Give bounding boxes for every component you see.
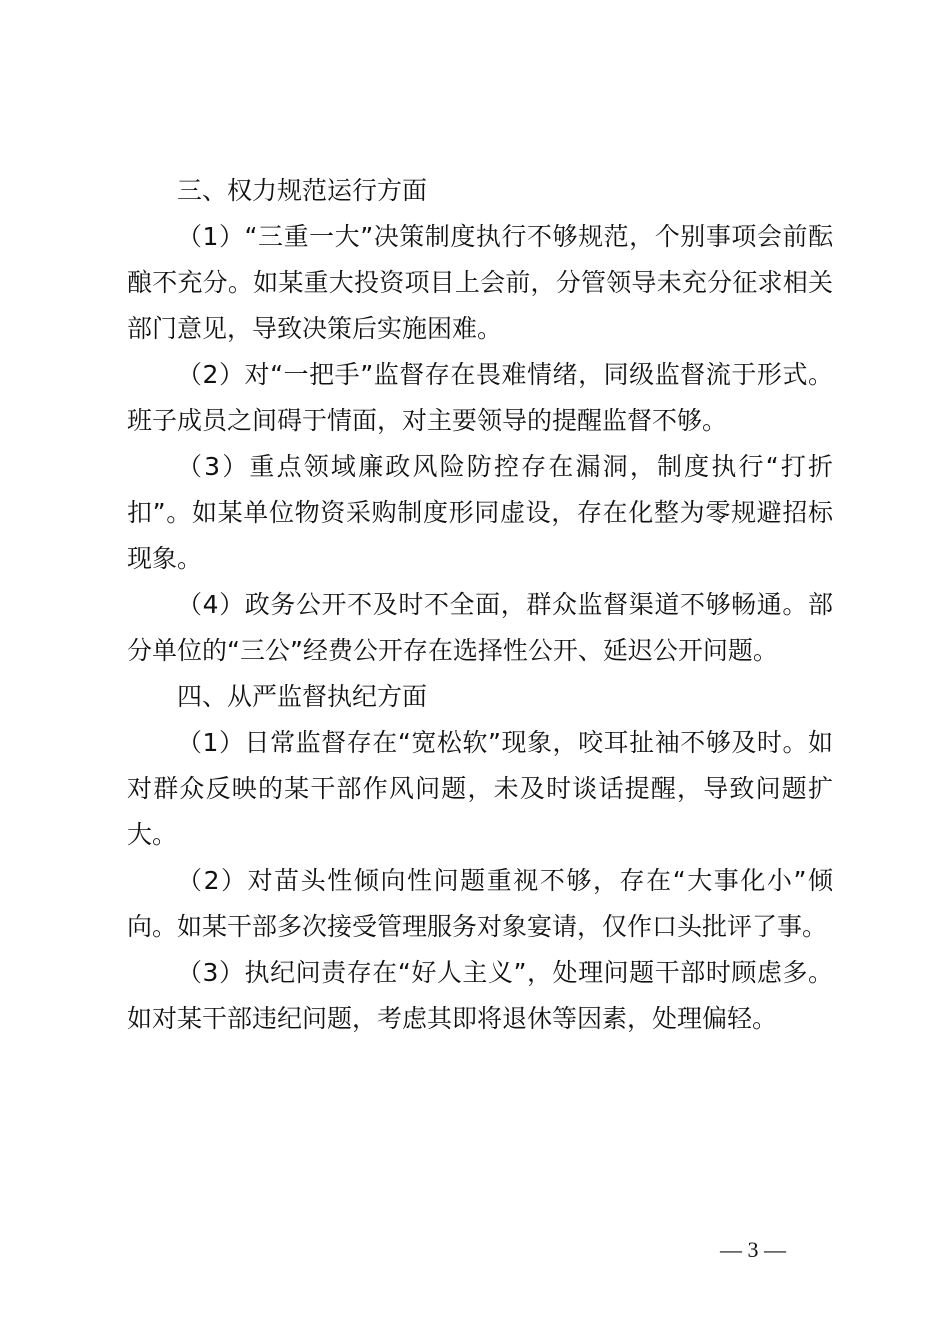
page-number: — 3 — xyxy=(720,1237,786,1262)
paragraph-power-3: （3）重点领域廉政风险防控存在漏洞，制度执行“打折扣”。如某单位物资采购制度形同虚设，存在化整为零规避招标现象。 xyxy=(127,452,833,573)
paragraph-discipline-3: （3）执纪问责存在“好人主义”，处理问题干部时顾虑多。如对某干部违纪问题，考虑其即将退休等因素，处理偏轻。 xyxy=(127,958,833,1033)
paragraph-discipline-1: （1）日常监督存在“宽松软”现象，咬耳扯袖不够及时。如对群众反映的某干部作风问题，未及时谈话提醒，导致问题扩大。 xyxy=(127,728,833,849)
paragraph-power-1: （1）“三重一大”决策制度执行不够规范，个别事项会前酝酿不充分。如某重大投资项目上会前，分管领导未充分征求相关部门意见，导致决策后实施困难。 xyxy=(127,222,833,343)
section-heading-power: 三、权力规范运行方面 xyxy=(177,176,428,205)
paragraph-power-2: （2）对“一把手”监督存在畏难情绪，同级监督流于形式。班子成员之间碍于情面，对主要领导的提醒监督不够。 xyxy=(127,360,833,435)
document-body xyxy=(127,168,833,1042)
paragraph-discipline-2: （2）对苗头性倾向性问题重视不够，存在“大事化小”倾向。如某干部多次接受管理服务对象宴请，仅作口头批评了事。 xyxy=(127,866,833,941)
paragraph-power-4: （4）政务公开不及时不全面，群众监督渠道不够畅通。部分单位的“三公”经费公开存在选择性公开、延迟公开问题。 xyxy=(127,590,833,665)
section-heading-discipline: 四、从严监督执纪方面 xyxy=(177,682,428,711)
